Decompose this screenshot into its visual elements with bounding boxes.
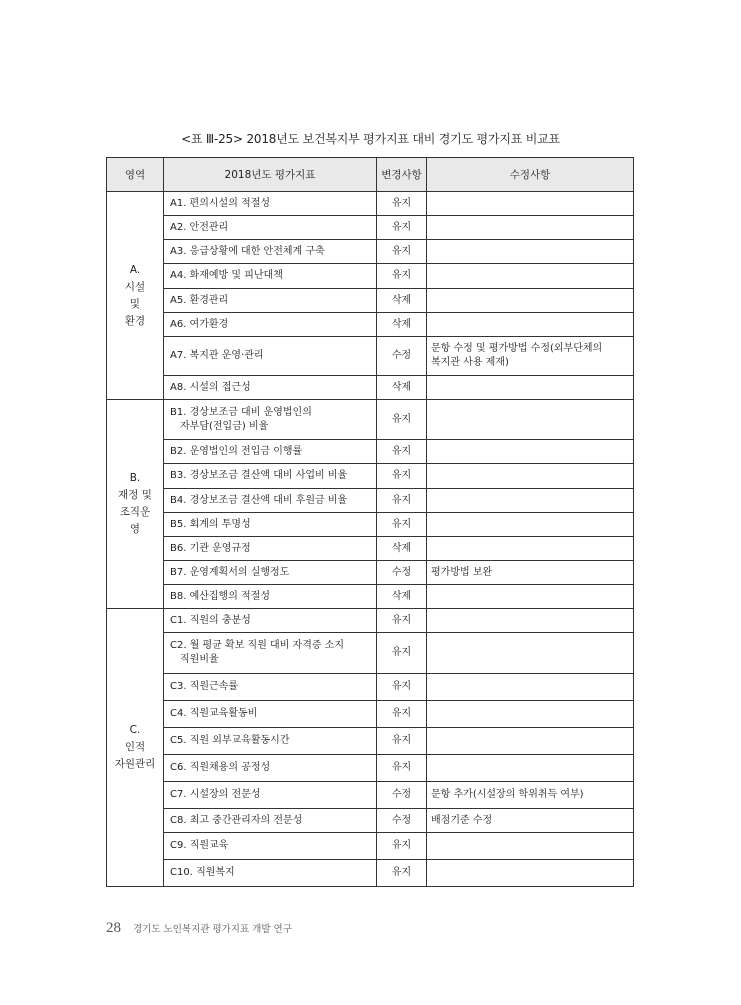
category-cell (107, 400, 164, 609)
header-change: 변경사항 (377, 158, 427, 192)
indicator-text: A5. 환경관리 (170, 294, 229, 306)
modification-cell (427, 674, 634, 701)
table-row (107, 782, 634, 809)
modification-cell (427, 537, 634, 561)
category-line: B. (129, 472, 141, 484)
change-cell: 수정 (377, 809, 427, 833)
indicator-cell (164, 782, 377, 809)
change-cell: 수정 (377, 561, 427, 585)
modification-text: 문항 추가(시설장의 학위취득 여부) (431, 789, 584, 800)
change-cell: 유지 (377, 400, 427, 440)
indicator-cell (164, 701, 377, 728)
table-row (107, 313, 634, 337)
table-row (107, 216, 634, 240)
table-row (107, 440, 634, 464)
category-line: 시설 (124, 280, 146, 293)
indicator-cell (164, 809, 377, 833)
change-cell: 유지 (377, 216, 427, 240)
modification-cell (427, 701, 634, 728)
indicator-text: A3. 응급상황에 대한 안전체계 구축 (170, 245, 325, 257)
change-cell: 유지 (377, 264, 427, 289)
modification-cell (427, 440, 634, 464)
table-row (107, 513, 634, 537)
modification-cell (427, 376, 634, 400)
indicator-text: B3. 경상보조금 결산액 대비 사업비 비율 (170, 470, 348, 481)
indicator-text: C2. 월 평균 확보 직원 대비 자격증 소지 (170, 640, 345, 651)
change-cell: 유지 (377, 633, 427, 674)
indicator-cell (164, 192, 377, 216)
modification-cell (427, 192, 634, 216)
table-row (107, 860, 634, 887)
indicator-text: A6. 여가환경 (170, 318, 229, 330)
indicator-cell (164, 513, 377, 537)
change-cell: 삭제 (377, 537, 427, 561)
modification-cell (427, 561, 634, 585)
category-line: 및 (129, 297, 141, 310)
footer-title: 경기도 노인복지관 평가지표 개발 연구 (133, 924, 292, 935)
category-cell (107, 192, 164, 400)
indicator-cell (164, 289, 377, 313)
indicator-text: C6. 직원채용의 공정성 (170, 762, 271, 773)
table-row (107, 192, 634, 216)
change-cell: 유지 (377, 755, 427, 782)
change-cell: 유지 (377, 674, 427, 701)
modification-cell (427, 513, 634, 537)
change-cell: 유지 (377, 833, 427, 860)
indicator-text: A2. 안전관리 (170, 221, 229, 233)
indicator-text: C8. 최고 중간관리자의 전문성 (170, 814, 303, 826)
change-cell: 유지 (377, 440, 427, 464)
change-cell: 삭제 (377, 313, 427, 337)
modification-text: 복지관 사용 제재) (431, 357, 509, 368)
modification-cell (427, 782, 634, 809)
indicator-cell (164, 537, 377, 561)
table-caption: <표 Ⅲ-25> 2018년도 보건복지부 평가지표 대비 경기도 평가지표 비교표 (181, 132, 560, 146)
modification-cell (427, 809, 634, 833)
indicator-text: C10. 직원복지 (170, 867, 235, 878)
modification-cell (427, 289, 634, 313)
category-line: 인적 (124, 741, 146, 753)
modification-text: 배점기준 수정 (431, 814, 493, 826)
change-cell: 유지 (377, 489, 427, 513)
indicator-text: C1. 직원의 충분성 (170, 614, 251, 626)
indicator-cell (164, 376, 377, 400)
indicator-cell (164, 240, 377, 264)
modification-cell (427, 489, 634, 513)
table-row (107, 633, 634, 674)
indicator-text: C9. 직원교육 (170, 840, 229, 851)
indicator-cell (164, 216, 377, 240)
change-cell: 유지 (377, 192, 427, 216)
table-row (107, 833, 634, 860)
header-area: 영역 (107, 158, 164, 192)
indicator-text: B8. 예산집행의 적절성 (170, 590, 271, 602)
modification-text: 문항 수정 및 평가방법 수정(외부단체의 (431, 343, 603, 354)
modification-cell (427, 240, 634, 264)
indicator-text: 직원비율 (180, 654, 219, 665)
indicator-cell (164, 674, 377, 701)
modification-cell (427, 313, 634, 337)
table-row (107, 400, 634, 440)
modification-cell (427, 400, 634, 440)
modification-cell (427, 216, 634, 240)
indicator-cell (164, 728, 377, 755)
modification-cell (427, 264, 634, 289)
change-cell: 유지 (377, 701, 427, 728)
category-line: 조직운 (119, 506, 151, 518)
page-footer (106, 920, 292, 937)
table-row (107, 537, 634, 561)
table-row (107, 376, 634, 400)
modification-cell (427, 633, 634, 674)
table-row (107, 264, 634, 289)
table-row (107, 337, 634, 376)
modification-cell (427, 464, 634, 489)
table-row (107, 561, 634, 585)
category-line: 재정 및 (118, 489, 152, 501)
table-row (107, 289, 634, 313)
indicator-cell (164, 264, 377, 289)
category-line: 자원관리 (114, 758, 156, 770)
indicator-text: A7. 복지관 운영·관리 (170, 350, 264, 361)
indicator-text: B6. 기관 운영규정 (170, 542, 251, 554)
indicator-text: C3. 직원근속률 (170, 681, 239, 692)
table-row (107, 585, 634, 609)
indicator-cell (164, 337, 377, 376)
indicator-cell (164, 313, 377, 337)
category-line: A. (129, 263, 141, 276)
change-cell: 삭제 (377, 585, 427, 609)
category-cell (107, 609, 164, 887)
table-row (107, 701, 634, 728)
header-indicator: 2018년도 평가지표 (164, 158, 377, 192)
indicator-text: B2. 운영법인의 전입금 이행률 (170, 445, 303, 457)
change-cell: 유지 (377, 728, 427, 755)
indicator-text: B7. 운영계획서의 실행정도 (170, 566, 290, 578)
indicator-cell (164, 833, 377, 860)
modification-cell (427, 755, 634, 782)
indicator-text: A8. 시설의 접근성 (170, 381, 251, 393)
table-row (107, 809, 634, 833)
indicator-text: C5. 직원 외부교육활동시간 (170, 735, 290, 746)
indicator-cell (164, 609, 377, 633)
table-row (107, 464, 634, 489)
modification-cell (427, 833, 634, 860)
change-cell: 유지 (377, 240, 427, 264)
comparison-table (106, 157, 634, 887)
indicator-cell (164, 561, 377, 585)
category-line: 영 (129, 523, 141, 535)
change-cell: 수정 (377, 782, 427, 809)
category-line: 환경 (124, 314, 146, 327)
indicator-cell (164, 860, 377, 887)
indicator-cell (164, 585, 377, 609)
change-cell: 유지 (377, 860, 427, 887)
table-row (107, 240, 634, 264)
page-number: 28 (106, 920, 121, 936)
indicator-cell (164, 633, 377, 674)
indicator-text: A1. 편의시설의 적절성 (170, 197, 271, 209)
change-cell: 유지 (377, 609, 427, 633)
modification-cell (427, 609, 634, 633)
table-row (107, 728, 634, 755)
change-cell: 삭제 (377, 289, 427, 313)
table-header-row (107, 158, 634, 192)
modification-cell (427, 337, 634, 376)
indicator-text: B1. 경상보조금 대비 운영법인의 (170, 406, 312, 418)
change-cell: 유지 (377, 464, 427, 489)
modification-text: 평가방법 보완 (431, 566, 493, 578)
indicator-text: C7. 시설장의 전문성 (170, 789, 261, 800)
indicator-text: B4. 경상보조금 결산액 대비 후원금 비율 (170, 494, 348, 506)
category-line: C. (129, 724, 141, 736)
modification-cell (427, 585, 634, 609)
table-body (107, 192, 634, 887)
modification-cell (427, 728, 634, 755)
indicator-text: A4. 화재예방 및 피난대책 (170, 270, 283, 281)
indicator-text: C4. 직원교육활동비 (170, 708, 258, 719)
indicator-cell (164, 755, 377, 782)
table-row (107, 609, 634, 633)
indicator-cell (164, 400, 377, 440)
table-row (107, 489, 634, 513)
table-row (107, 674, 634, 701)
change-cell: 삭제 (377, 376, 427, 400)
indicator-text: B5. 회계의 투명성 (170, 518, 251, 530)
indicator-cell (164, 440, 377, 464)
indicator-cell (164, 489, 377, 513)
change-cell: 수정 (377, 337, 427, 376)
modification-cell (427, 860, 634, 887)
indicator-text: 자부담(전입금) 비율 (180, 420, 269, 432)
indicator-cell (164, 464, 377, 489)
table-row (107, 755, 634, 782)
header-modification: 수정사항 (427, 158, 634, 192)
change-cell: 유지 (377, 513, 427, 537)
